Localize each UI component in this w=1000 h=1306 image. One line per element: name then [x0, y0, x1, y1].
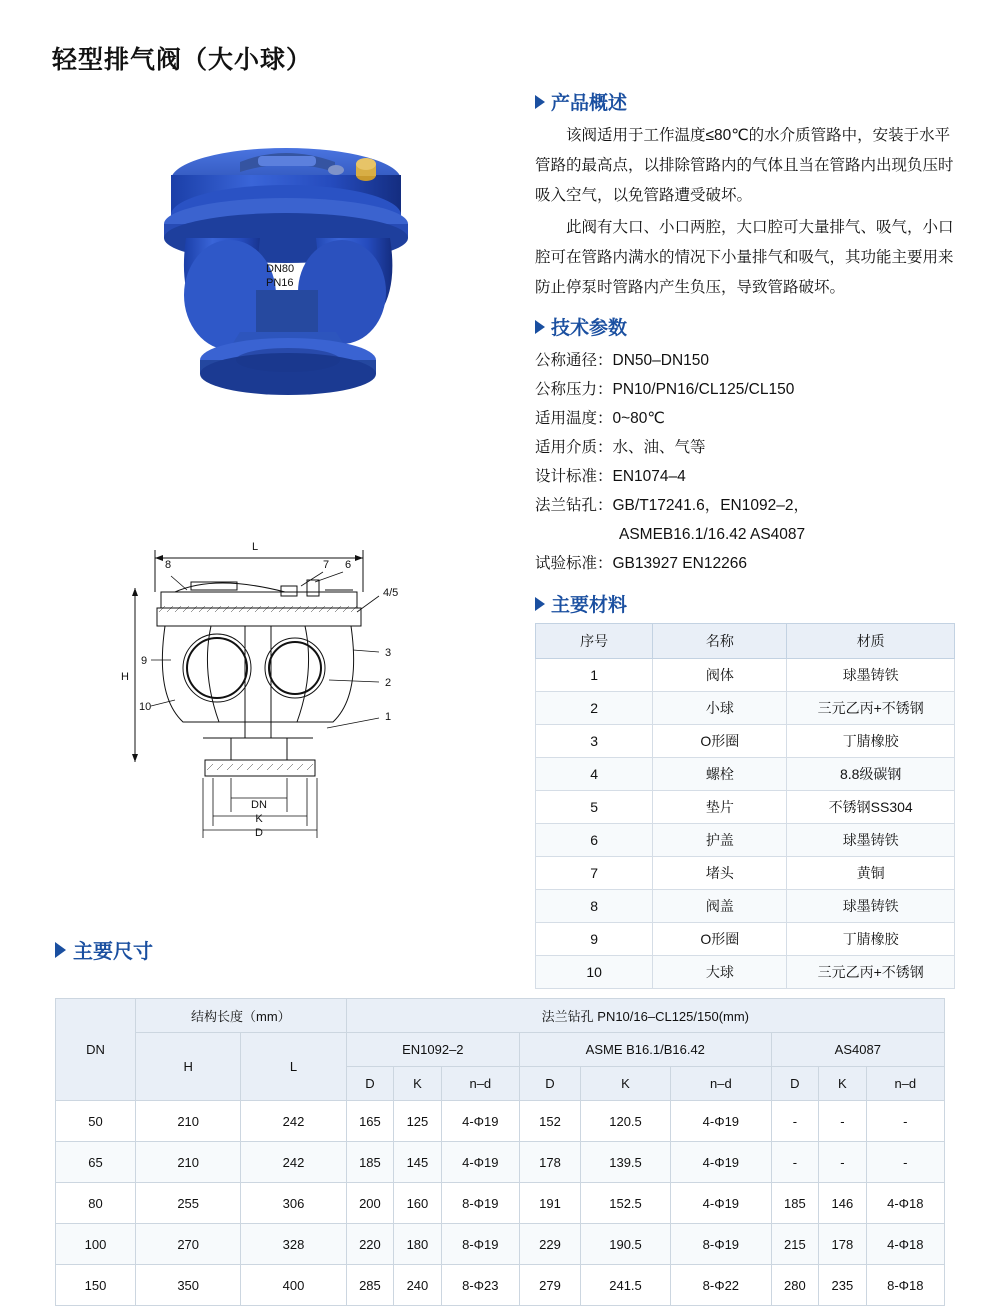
dimension-cell: 400: [241, 1265, 346, 1306]
dimension-cell: -: [771, 1101, 819, 1142]
triangle-bullet-icon: [55, 942, 66, 958]
drawing-label-9: 9: [141, 655, 148, 667]
dimension-cell: 165: [346, 1101, 394, 1142]
dimension-cell: -: [866, 1101, 944, 1142]
drawing-label-8: 8: [165, 559, 172, 571]
dimension-cell: 4-Φ18: [866, 1224, 944, 1265]
material-cell: 8.8级碳钢: [787, 758, 955, 791]
table-row: [56, 1142, 945, 1183]
drawing-label-6: 6: [345, 559, 352, 571]
dimension-cell: 185: [346, 1142, 394, 1183]
drawing-label-L: L: [251, 541, 259, 553]
dimension-cell: 215: [771, 1224, 819, 1265]
dimension-cell: 241.5: [580, 1265, 670, 1306]
material-cell: 大球: [653, 956, 787, 989]
material-cell: 5: [536, 791, 653, 824]
dimension-cell: 100: [56, 1224, 136, 1265]
overview-paragraph-2: 此阀有大口、小口两腔，大口腔可大量排气、吸气，小口腔可在管路内满水的情况下小量排气和吸气，其功能主要用来防止停泵时管路内产生负压，导致管路破坏。: [535, 219, 954, 296]
section-heading-dimensions: [55, 935, 153, 964]
table-row: [56, 1101, 945, 1142]
right-column: [535, 88, 955, 989]
technical-drawing: [95, 520, 515, 840]
dimension-cell: 8-Φ22: [671, 1265, 772, 1306]
table-row: [536, 923, 955, 956]
dim-col-asme-nd: n–d: [671, 1067, 772, 1101]
table-row: [536, 857, 955, 890]
dim-col-asme-D: D: [519, 1067, 580, 1101]
drawing-label-1: 1: [385, 711, 392, 723]
dimension-cell: 220: [346, 1224, 394, 1265]
dimension-cell: 139.5: [580, 1142, 670, 1183]
dimension-cell: 152: [519, 1101, 580, 1142]
dimension-cell: 242: [241, 1142, 346, 1183]
tech-line-medium: 适用介质：水、油、气等: [535, 439, 706, 456]
section-heading-tech: [535, 313, 955, 340]
dimension-cell: 145: [394, 1142, 442, 1183]
tech-line-test-standard: 试验标准：GB13927 EN12266: [535, 555, 747, 572]
material-heading-text: 主要材料: [551, 595, 628, 616]
dimension-cell: 160: [394, 1183, 442, 1224]
dimension-cell: -: [819, 1142, 867, 1183]
material-cell: 三元乙丙+不锈钢: [787, 956, 955, 989]
dimension-cell: 200: [346, 1183, 394, 1224]
dimension-cell: 178: [519, 1142, 580, 1183]
material-cell: 黄铜: [787, 857, 955, 890]
material-col-mat: 材质: [787, 624, 955, 659]
tech-line-nominal-diameter: 公称通径：DN50–DN150: [535, 352, 709, 369]
dimension-cell: 242: [241, 1101, 346, 1142]
dimension-cell: 4-Φ18: [866, 1183, 944, 1224]
drawing-label-D: D: [255, 827, 263, 839]
drawing-label-DN: DN: [251, 799, 267, 811]
triangle-bullet-icon: [535, 597, 545, 611]
triangle-bullet-icon: [535, 320, 545, 334]
material-cell: 2: [536, 692, 653, 725]
material-cell: 9: [536, 923, 653, 956]
table-row: [536, 692, 955, 725]
dimension-header-row-1: [56, 999, 945, 1033]
table-row: [536, 791, 955, 824]
overview-paragraph-1: 该阀适用于工作温度≤80℃的水介质管路中，安装于水平管路的最高点，以排除管路内的气体且当在管路内出现负压时吸入空气，以免管路遭受破坏。: [535, 127, 954, 204]
dimension-cell: 270: [136, 1224, 241, 1265]
tech-heading-text: 技术参数: [551, 318, 628, 339]
tech-line-design-standard: 设计标准：EN1074–4: [535, 468, 686, 485]
dimension-cell: 4-Φ19: [441, 1142, 519, 1183]
dimension-cell: 8-Φ19: [671, 1224, 772, 1265]
tech-line-flange-drilling: 法兰钻孔：GB/T17241.6，EN1092–2，: [535, 497, 809, 514]
dimension-cell: -: [866, 1142, 944, 1183]
material-cell: 7: [536, 857, 653, 890]
drawing-label-7: 7: [323, 559, 330, 571]
page-title: 轻型排气阀（大小球）: [52, 46, 313, 74]
svg-text:PN16: PN16: [266, 277, 294, 289]
material-cell: 螺栓: [653, 758, 787, 791]
dim-col-dn: DN: [56, 999, 136, 1101]
overview-heading-text: 产品概述: [551, 93, 628, 114]
dimension-header-row-2: [56, 1033, 945, 1067]
material-cell: O形圈: [653, 923, 787, 956]
table-row: [536, 659, 955, 692]
dimension-cell: 235: [819, 1265, 867, 1306]
dimension-cell: 285: [346, 1265, 394, 1306]
material-cell: 3: [536, 725, 653, 758]
dimension-cell: 328: [241, 1224, 346, 1265]
material-cell: 三元乙丙+不锈钢: [787, 692, 955, 725]
material-cell: O形圈: [653, 725, 787, 758]
material-cell: 4: [536, 758, 653, 791]
dimension-cell: 279: [519, 1265, 580, 1306]
material-cell: 小球: [653, 692, 787, 725]
table-row: [536, 725, 955, 758]
dimension-cell: 306: [241, 1183, 346, 1224]
dimension-cell: 80: [56, 1183, 136, 1224]
dim-col-en-nd: n–d: [441, 1067, 519, 1101]
drawing-label-45: 4/5: [383, 587, 399, 599]
dimension-cell: 350: [136, 1265, 241, 1306]
dimension-cell: 4-Φ19: [441, 1101, 519, 1142]
dim-col-en-D: D: [346, 1067, 394, 1101]
dimension-cell: 280: [771, 1265, 819, 1306]
dimension-cell: 4-Φ19: [671, 1101, 772, 1142]
dim-group-structure: 结构长度（mm）: [136, 999, 347, 1033]
material-cell: 堵头: [653, 857, 787, 890]
material-col-no: 序号: [536, 624, 653, 659]
material-cell: 护盖: [653, 824, 787, 857]
material-cell: 阀体: [653, 659, 787, 692]
drawing-label-H: H: [121, 671, 129, 683]
dimension-cell: 8-Φ19: [441, 1224, 519, 1265]
dimension-table: [55, 998, 945, 1306]
dimension-cell: 180: [394, 1224, 442, 1265]
dim-group-asme: ASME B16.1/B16.42: [519, 1033, 771, 1067]
dimension-cell: 150: [56, 1265, 136, 1306]
dim-col-en-K: K: [394, 1067, 442, 1101]
material-cell: 丁腈橡胶: [787, 923, 955, 956]
material-cell: 1: [536, 659, 653, 692]
drawing-label-3: 3: [385, 647, 392, 659]
product-photo: [90, 120, 490, 400]
material-col-name: 名称: [653, 624, 787, 659]
dimension-cell: 152.5: [580, 1183, 670, 1224]
svg-text:DN80: DN80: [266, 263, 295, 275]
dimension-cell: 190.5: [580, 1224, 670, 1265]
table-row: [536, 758, 955, 791]
dimensions-heading-text: 主要尺寸: [73, 941, 153, 963]
material-cell: 球墨铸铁: [787, 890, 955, 923]
dim-col-H: H: [136, 1033, 241, 1101]
dim-group-en1092: EN1092–2: [346, 1033, 519, 1067]
dimension-cell: 229: [519, 1224, 580, 1265]
dim-col-as-D: D: [771, 1067, 819, 1101]
material-cell: 10: [536, 956, 653, 989]
drawing-label-10: 10: [139, 701, 152, 713]
drawing-label-2: 2: [385, 677, 392, 689]
dimension-cell: -: [819, 1101, 867, 1142]
section-heading-overview: [535, 88, 955, 115]
dimension-cell: 210: [136, 1101, 241, 1142]
dimension-cell: 50: [56, 1101, 136, 1142]
dimension-cell: 191: [519, 1183, 580, 1224]
dimension-cell: 240: [394, 1265, 442, 1306]
dimension-cell: 255: [136, 1183, 241, 1224]
material-table-header-row: [536, 624, 955, 659]
material-cell: 阀盖: [653, 890, 787, 923]
triangle-bullet-icon: [535, 95, 545, 109]
valve-section-drawing: [95, 520, 515, 840]
table-row: [56, 1183, 945, 1224]
dimension-cell: 178: [819, 1224, 867, 1265]
table-row: [56, 1224, 945, 1265]
dim-group-as4087: AS4087: [771, 1033, 944, 1067]
dim-group-flange: 法兰钻孔 PN10/16–CL125/150(mm): [346, 999, 944, 1033]
dimension-cell: 185: [771, 1183, 819, 1224]
section-heading-material: [535, 590, 955, 617]
dimension-cell: 4-Φ19: [671, 1142, 772, 1183]
tech-line-flange-drilling-cont: ASMEB16.1/16.42 AS4087: [619, 526, 806, 543]
material-cell: 球墨铸铁: [787, 824, 955, 857]
dimension-cell: 8-Φ19: [441, 1183, 519, 1224]
dimension-cell: -: [771, 1142, 819, 1183]
dimension-cell: 8-Φ23: [441, 1265, 519, 1306]
dim-col-as-K: K: [819, 1067, 867, 1101]
tech-line-nominal-pressure: 公称压力：PN10/PN16/CL125/CL150: [535, 381, 795, 398]
dimension-cell: 210: [136, 1142, 241, 1183]
material-table: [535, 623, 955, 989]
dimension-cell: 146: [819, 1183, 867, 1224]
dimension-cell: 125: [394, 1101, 442, 1142]
table-row: [536, 890, 955, 923]
valve-photo-illustration: [90, 120, 490, 400]
dimension-cell: 8-Φ18: [866, 1265, 944, 1306]
dimension-cell: 65: [56, 1142, 136, 1183]
dim-col-as-nd: n–d: [866, 1067, 944, 1101]
dimension-cell: 120.5: [580, 1101, 670, 1142]
material-cell: 8: [536, 890, 653, 923]
table-row: [536, 824, 955, 857]
drawing-label-K: K: [255, 813, 263, 825]
dimension-cell: 4-Φ19: [671, 1183, 772, 1224]
tech-line-temperature: 适用温度：0~80℃: [535, 410, 665, 427]
material-cell: 丁腈橡胶: [787, 725, 955, 758]
material-cell: 垫片: [653, 791, 787, 824]
material-cell: 不锈钢SS304: [787, 791, 955, 824]
dim-col-L: L: [241, 1033, 346, 1101]
dim-col-asme-K: K: [580, 1067, 670, 1101]
table-row: [56, 1265, 945, 1306]
table-row: [536, 956, 955, 989]
material-cell: 6: [536, 824, 653, 857]
material-cell: 球墨铸铁: [787, 659, 955, 692]
